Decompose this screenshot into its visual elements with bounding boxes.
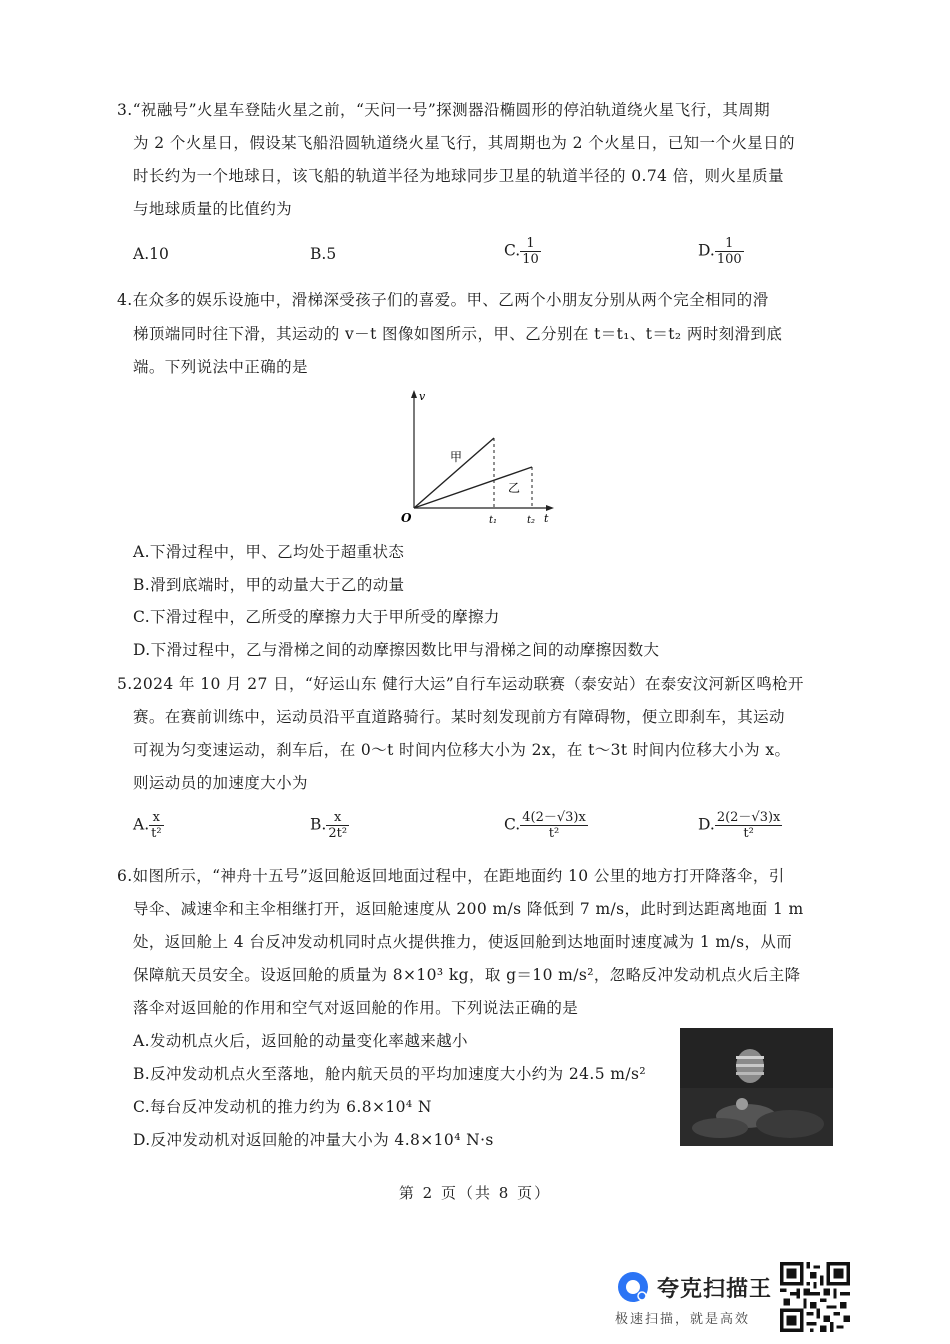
fraction [715,236,744,267]
fraction-denominator: 10 [522,252,539,267]
watermark-slogan: 极速扫描，就是高效 [615,1312,751,1327]
question-3-option-c [504,236,541,267]
option-d-prefix: D. [698,241,715,260]
fraction-numerator: 4(2－√3)x [522,810,586,825]
question-6-line-4: 保障航天员安全。设返回舱的质量为 8×10³ kg，取 g＝10 m/s²，忽略反冲发动机点火后主降 [133,966,801,984]
question-6-option-d: D.反冲发动机对返回舱的冲量大小为 4.8×10⁴ N·s [133,1131,494,1149]
question-3-line-4: 与地球质量的比值约为 [133,200,293,218]
question-4-line-3: 端。下列说法中正确的是 [133,358,308,376]
qr-code-icon [780,1262,850,1332]
question-6-line-5: 落伞对返回舱的作用和空气对返回舱的作用。下列说法正确的是 [133,999,579,1017]
fraction-denominator: t² [151,826,162,841]
x-axis-label: t [544,512,549,525]
question-4-option-b: B.滑到底端时，甲的动量大于乙的动量 [133,576,405,594]
option-c-prefix: C. [504,241,521,260]
option-b-prefix: B. [310,815,327,834]
fraction-denominator: t² [743,826,754,841]
page-number: 第 2 页（共 8 页） [398,1184,552,1202]
scanner-watermark [615,1266,775,1326]
question-6-option-b: B.反冲发动机点火至落地，舱内航天员的平均加速度大小约为 24.5 m/s² [133,1065,646,1083]
label-yi: 乙 [508,481,521,495]
question-5-line-3: 可视为匀变速运动，刹车后，在 0～t 时间内位移大小为 2x，在 t～3t 时间内位移大小为 x。 [133,741,791,759]
question-6-line-1: 6.如图所示，“神舟十五号”返回舱返回地面过程中，在距地面约 10 公里的地方打开降落伞，引 [117,867,785,885]
fraction [715,810,783,841]
fraction-numerator: 1 [715,236,744,252]
option-d-prefix: D. [698,815,715,834]
fraction-numerator: 2(2－√3)x [716,810,781,825]
question-4-option-d: D.下滑过程中，乙与滑梯之间的动摩擦因数比甲与滑梯之间的动摩擦因数大 [133,641,660,659]
quark-logo-icon [615,1269,651,1305]
y-axis-arrow-icon [411,390,417,398]
fraction [520,810,588,841]
watermark-name: 夸克扫描王 [657,1277,773,1302]
fraction [149,810,163,841]
question-5-option-d [698,810,782,841]
question-5-option-c [504,810,588,841]
capsule-landing-photo [680,1028,833,1146]
question-5-option-b [310,810,349,841]
fraction-denominator: 100 [716,252,742,267]
question-3-option-a: A.10 [133,245,169,263]
question-4-option-c: C.下滑过程中，乙所受的摩擦力大于甲所受的摩擦力 [133,608,500,626]
question-4-line-1: 4.在众多的娱乐设施中，滑梯深受孩子们的喜爱。甲、乙两个小朋友分别从两个完全相同的滑 [117,291,769,309]
question-3-line-1: 3.“祝融号”火星车登陆火星之前，“天问一号”探测器沿椭圆形的停泊轨道绕火星飞行，其周期 [117,101,771,119]
fraction-numerator: x [326,810,349,826]
question-3-option-b: B.5 [310,245,337,263]
question-4-option-a: A.下滑过程中，甲、乙均处于超重状态 [133,543,405,561]
vt-graph [398,388,568,528]
question-3-option-d [698,236,744,267]
line-jia [414,438,494,508]
question-3-line-3: 时长约为一个地球日，该飞船的轨道半径为地球同步卫星的轨道半径的 0.74 倍，则火星质量 [133,167,784,185]
question-5-line-4: 则运动员的加速度大小为 [133,774,308,792]
question-5-option-a [133,810,164,841]
question-5-line-1: 5.2024 年 10 月 27 日，“好运山东 健行大运”自行车运动联赛（泰安站）在泰安汶河新区鸣枪开 [117,675,804,693]
question-6-line-2: 导伞、减速伞和主伞相继打开，返回舱速度从 200 m/s 降低到 7 m/s，此时到达距离地面 1 m [133,900,804,918]
y-axis-label: v [419,390,426,403]
question-4-line-2: 梯顶端同时往下滑，其运动的 v－t 图像如图所示，甲、乙分别在 t＝t₁、t＝t₂ 两时刻滑到底 [133,325,783,343]
x-axis-arrow-icon [546,505,554,511]
tick-t2: t₂ [527,515,536,526]
label-jia: 甲 [450,450,463,464]
fraction [326,810,349,841]
option-c-prefix: C. [504,815,521,834]
question-6-line-3: 处，返回舱上 4 台反冲发动机同时点火提供推力，使返回舱到达地面时速度减为 1 m/s，从而 [133,933,793,951]
capsule-photo-image [680,1028,833,1146]
fraction-numerator: x [149,810,163,826]
origin-label: O [401,511,412,525]
question-6-option-a: A.发动机点火后，返回舱的动量变化率越来越小 [133,1032,468,1050]
option-a-prefix: A. [133,815,150,834]
fraction-numerator: 1 [520,236,541,252]
tick-t1: t₁ [489,515,498,526]
fraction-denominator: 2t² [328,826,348,841]
fraction-denominator: t² [548,826,560,841]
question-3-line-2: 为 2 个火星日，假设某飞船沿圆轨道绕火星飞行，其周期也为 2 个火星日，已知一个火星日的 [133,134,795,152]
question-6-option-c: C.每台反冲发动机的推力约为 6.8×10⁴ N [133,1098,432,1116]
fraction [520,236,541,267]
question-5-line-2: 赛。在赛前训练中，运动员沿平直道路骑行。某时刻发现前方有障碍物，便立即刹车，其运动 [133,708,785,726]
